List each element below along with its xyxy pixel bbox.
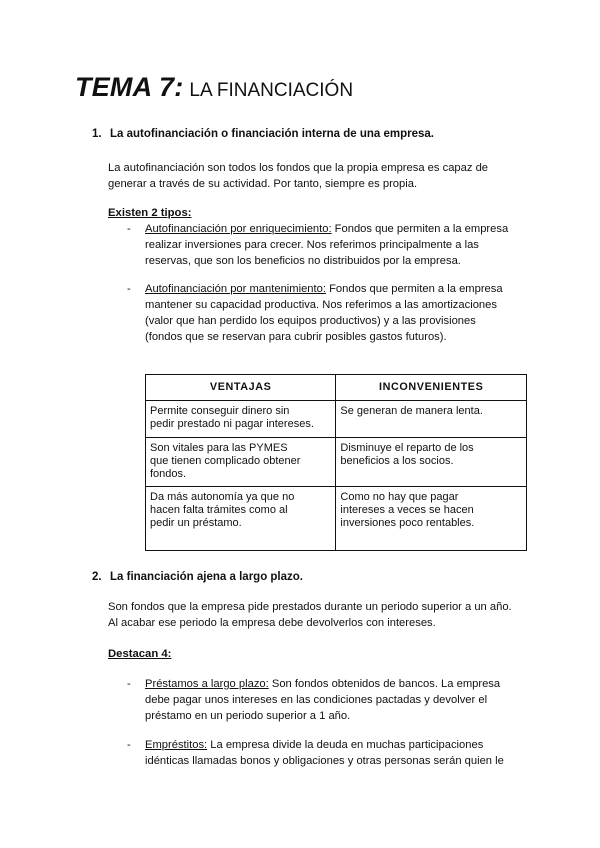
section-2-number: 2. bbox=[92, 571, 102, 583]
table-row bbox=[146, 401, 527, 438]
cell-line: Como no hay que pagar bbox=[340, 491, 459, 503]
section-2-type-item bbox=[127, 737, 504, 769]
type-description: idénticas llamadas bonos y obligaciones y otras personas serán quien le bbox=[145, 755, 504, 767]
cell-line: beneficios a los socios. bbox=[340, 455, 454, 467]
table-cell-ventaja bbox=[146, 401, 336, 438]
section-2-intro-line: Son fondos que la empresa pide prestados durante un periodo superior a un año. bbox=[108, 601, 512, 613]
cell-line: hacen falta trámites como al bbox=[150, 504, 288, 516]
type-description: debe pagar unos intereses en las condiciones pactadas y devolver el bbox=[145, 694, 488, 706]
title-topic-name: LA FINANCIACIÓN bbox=[189, 80, 354, 101]
table-row bbox=[146, 438, 527, 487]
section-1-type-item bbox=[127, 281, 503, 345]
bullet-dash: - bbox=[127, 678, 131, 690]
table-header-ventajas: VENTAJAS bbox=[146, 375, 336, 401]
table-cell-inconveniente bbox=[336, 487, 527, 551]
cell-line: Permite conseguir dinero sin bbox=[150, 405, 290, 417]
table-cell-ventaja bbox=[146, 487, 336, 551]
section-1-title: La autofinanciación o financiación interna de una empresa. bbox=[110, 128, 434, 140]
cell-line: Son vitales para las PYMES bbox=[150, 442, 288, 454]
type-description: Fondos que permiten a la empresa bbox=[331, 223, 509, 235]
type-description: realizar inversiones para crecer. Nos referimos principalmente a las bbox=[145, 239, 479, 251]
section-1-intro-line: La autofinanciación son todos los fondos que la propia empresa es capaz de bbox=[108, 162, 489, 174]
cell-line: intereses a veces se hacen bbox=[340, 504, 474, 516]
type-description: mantener su capacidad productiva. Nos referimos a las amortizaciones bbox=[145, 299, 497, 311]
table-cell-inconveniente bbox=[336, 438, 527, 487]
type-description: préstamo en un periodo superior a 1 año. bbox=[145, 710, 351, 722]
type-description: (valor que han perdido los equipos productivos) y a las provisiones bbox=[145, 315, 476, 327]
table-cell-inconveniente bbox=[336, 401, 527, 438]
section-2-intro bbox=[108, 599, 512, 631]
type-description: reservas, que son los beneficios no distribuidos por la empresa. bbox=[145, 255, 461, 267]
section-2-types-heading: Destacan 4: bbox=[108, 648, 172, 660]
type-term: Préstamos a largo plazo: bbox=[145, 678, 269, 690]
type-description: Son fondos obtenidos de bancos. La empresa bbox=[268, 678, 501, 690]
cell-line: Disminuye el reparto de los bbox=[340, 442, 474, 454]
type-term: Autofinanciación por enriquecimiento: bbox=[145, 223, 332, 235]
section-1-intro bbox=[108, 160, 488, 192]
bullet-dash: - bbox=[127, 283, 131, 295]
type-description: La empresa divide la deuda en muchas participaciones bbox=[207, 739, 484, 751]
section-2-title: La financiación ajena a largo plazo. bbox=[110, 571, 303, 583]
bullet-dash: - bbox=[127, 223, 131, 235]
type-description: Fondos que permiten a la empresa bbox=[325, 283, 503, 295]
section-2-intro-line: Al acabar ese periodo la empresa debe devolverlos con intereses. bbox=[108, 617, 436, 629]
page-title bbox=[75, 72, 353, 103]
section-1-intro-line: generar a través de su actividad. Por tanto, siempre es propia. bbox=[108, 178, 418, 190]
section-1-types-heading: Existen 2 tipos: bbox=[108, 207, 192, 219]
cell-line: fondos. bbox=[150, 468, 187, 480]
table-row bbox=[146, 487, 527, 551]
section-1-heading bbox=[92, 128, 434, 140]
title-topic-number: TEMA 7: bbox=[75, 72, 184, 102]
section-2-type-item bbox=[127, 676, 501, 724]
cell-line: pedir un préstamo. bbox=[150, 517, 242, 529]
cell-line: Se generan de manera lenta. bbox=[340, 405, 483, 417]
section-1-number: 1. bbox=[92, 128, 102, 140]
type-term: Autofinanciación por mantenimiento: bbox=[145, 283, 326, 295]
cell-line: que tienen complicado obtener bbox=[150, 455, 301, 467]
table-cell-ventaja bbox=[146, 438, 336, 487]
cell-line: inversiones poco rentables. bbox=[340, 517, 475, 529]
cell-line: Da más autonomía ya que no bbox=[150, 491, 295, 503]
section-2-heading bbox=[92, 571, 303, 583]
bullet-dash: - bbox=[127, 739, 131, 751]
section-1-type-item bbox=[127, 221, 509, 269]
type-term: Empréstitos: bbox=[145, 739, 208, 751]
advantages-disadvantages-table bbox=[145, 374, 527, 551]
type-description: (fondos que se reservan para cubrir posibles gastos futuros). bbox=[145, 331, 447, 343]
cell-line: pedir prestado ni pagar intereses. bbox=[150, 418, 314, 430]
table-header-inconvenientes: INCONVENIENTES bbox=[336, 375, 527, 401]
